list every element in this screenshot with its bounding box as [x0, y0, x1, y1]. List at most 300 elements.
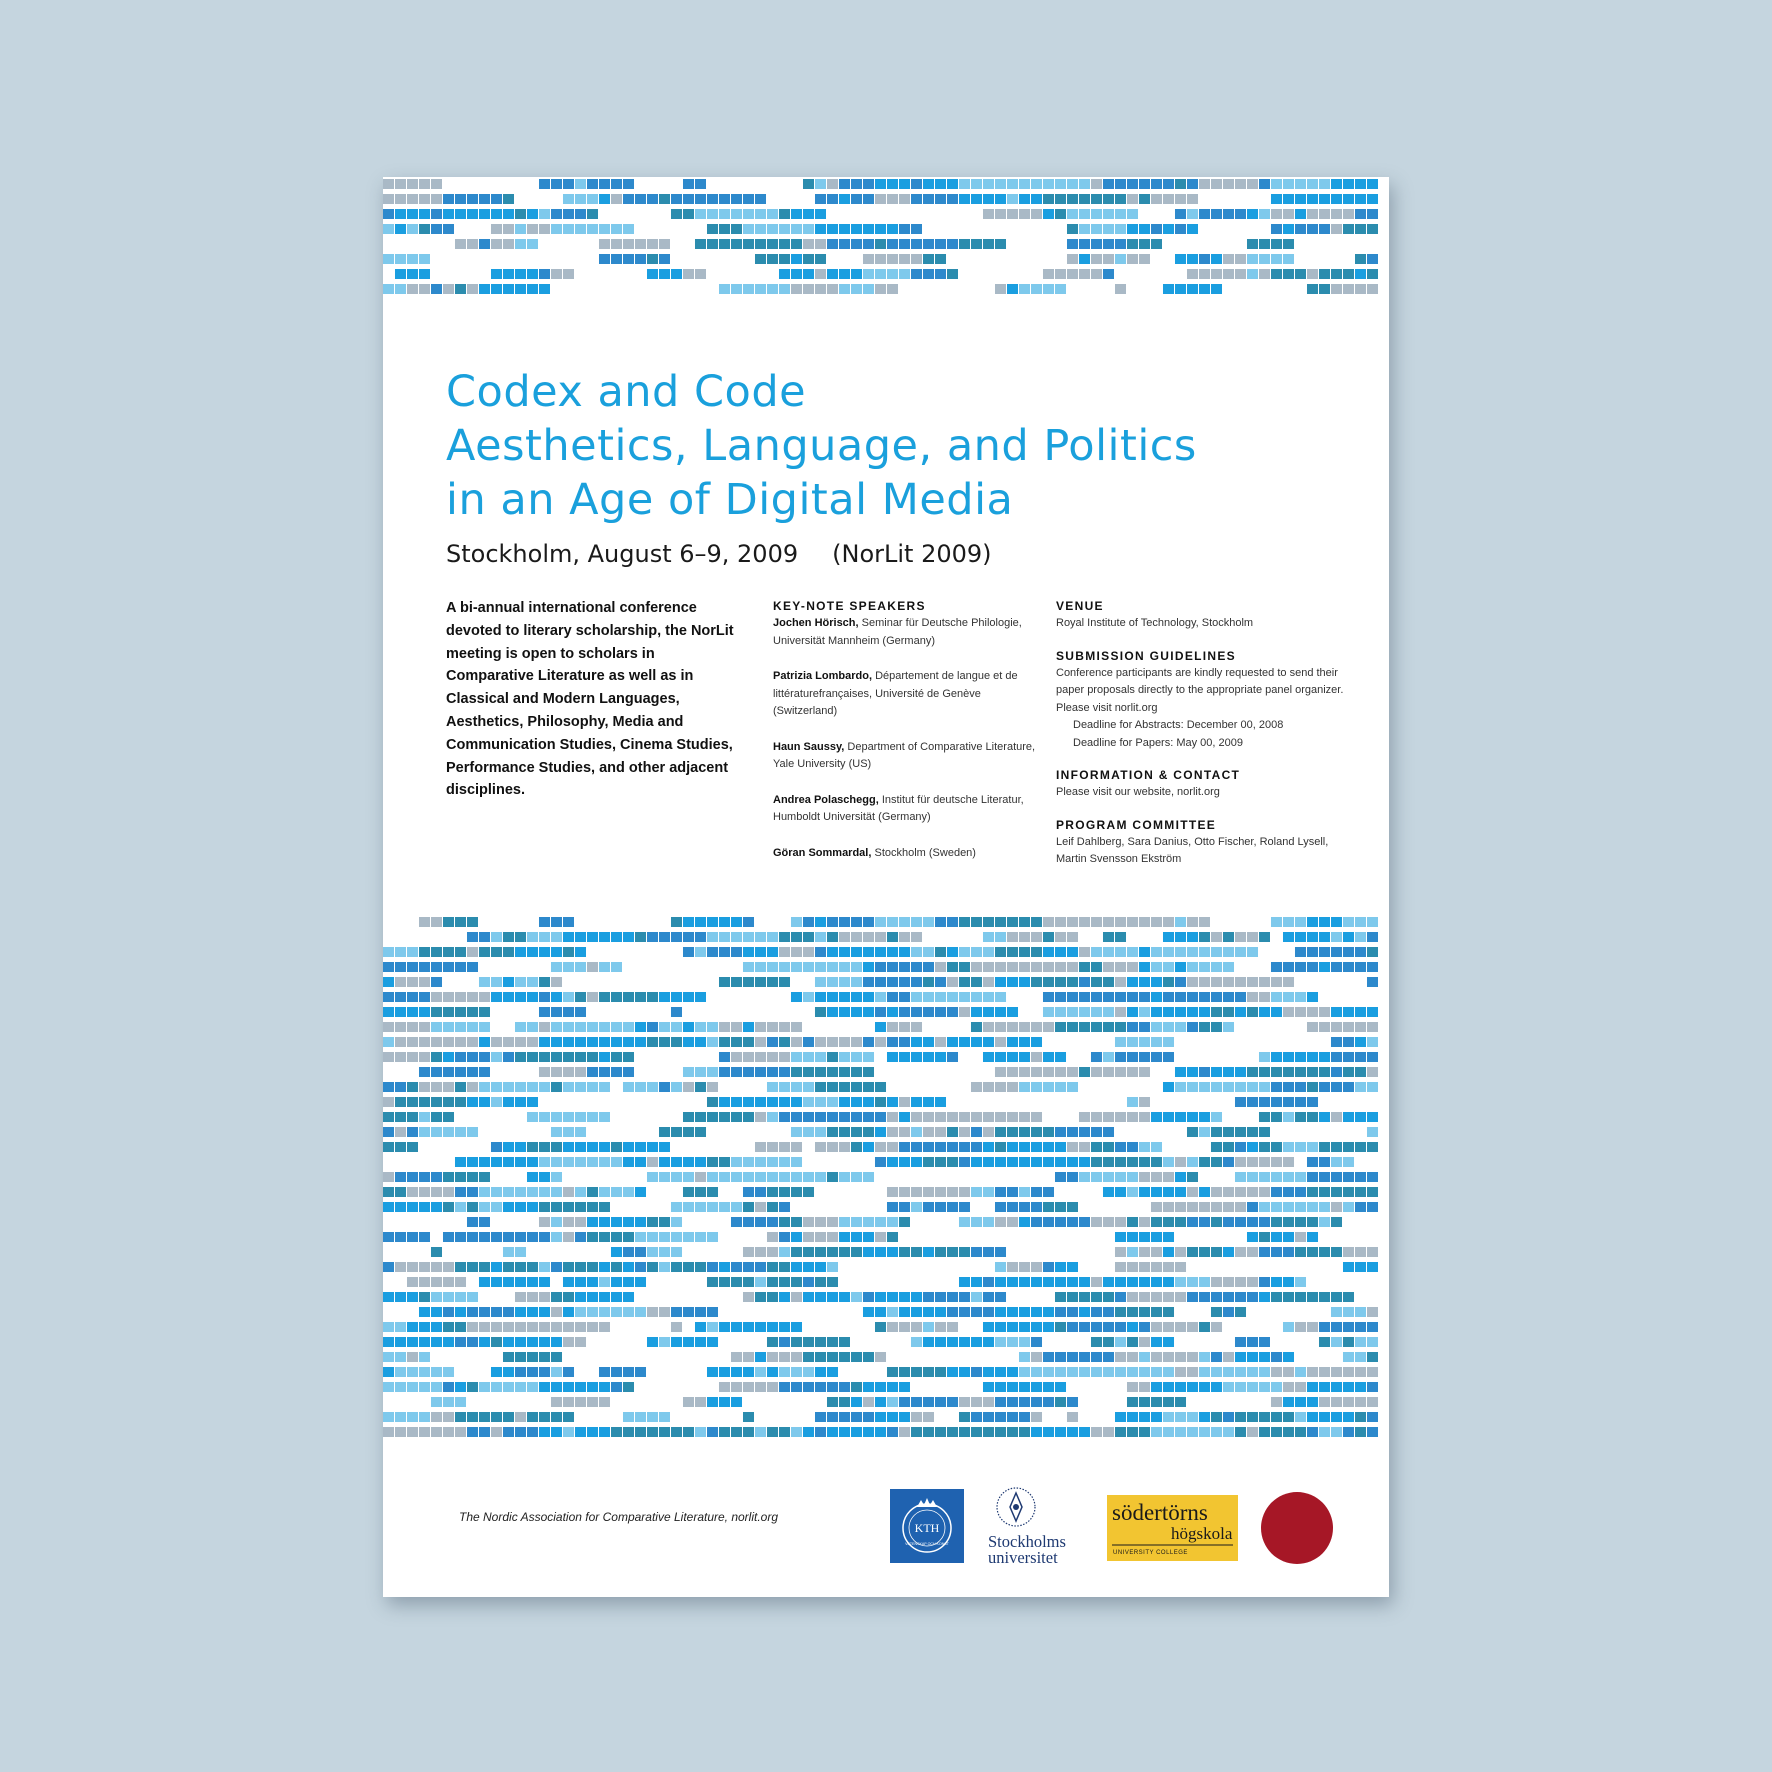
- pixel-tile: [1151, 1352, 1162, 1362]
- pixel-tile: [1163, 1322, 1174, 1332]
- pixel-tile: [479, 209, 490, 219]
- pixel-tile: [1067, 992, 1078, 1002]
- pixel-tile: [1355, 1082, 1366, 1092]
- pixel-tile: [587, 1037, 598, 1047]
- pixel-tile: [707, 1322, 718, 1332]
- pixel-tile: [551, 1157, 562, 1167]
- pixel-tile: [611, 1187, 622, 1197]
- pixel-tile: [1127, 1397, 1138, 1407]
- pixel-tile: [587, 1082, 598, 1092]
- pixel-tile: [491, 194, 502, 204]
- pixel-tile: [419, 1307, 430, 1317]
- pixel-tile: [1271, 992, 1282, 1002]
- pixel-tile: [971, 1007, 982, 1017]
- pixel-tile: [1355, 1427, 1366, 1437]
- pixel-tile: [1103, 1352, 1114, 1362]
- pixel-tile: [587, 194, 598, 204]
- pixel-tile: [971, 947, 982, 957]
- pixel-tile: [1235, 1097, 1246, 1107]
- pixel-tile: [1307, 1187, 1318, 1197]
- pixel-tile: [443, 1337, 454, 1347]
- pixel-tile: [1295, 1397, 1306, 1407]
- pixel-tile: [467, 962, 478, 972]
- pixel-tile: [1343, 209, 1354, 219]
- pixel-tile: [1223, 932, 1234, 942]
- pixel-tile: [911, 947, 922, 957]
- pixel-tile: [599, 1232, 610, 1242]
- pixel-tile: [1163, 1112, 1174, 1122]
- pixel-tile: [779, 1202, 790, 1212]
- pixel-tile: [875, 254, 886, 264]
- pixel-tile: [1163, 932, 1174, 942]
- pixel-tile: [479, 1322, 490, 1332]
- pixel-tile: [1259, 1367, 1270, 1377]
- pixel-tile: [923, 179, 934, 189]
- sh-logo-line3: UNIVERSITY COLLEGE: [1113, 1550, 1188, 1556]
- pixel-tile: [431, 947, 442, 957]
- pixel-tile: [707, 1157, 718, 1167]
- pixel-tile: [695, 992, 706, 1002]
- pixel-tile: [743, 1052, 754, 1062]
- pixel-tile: [779, 1052, 790, 1062]
- pixel-tile: [1103, 977, 1114, 987]
- pixel-tile: [923, 194, 934, 204]
- pixel-tile: [1031, 1112, 1042, 1122]
- pixel-tile: [1055, 1007, 1066, 1017]
- pixel-tile: [1175, 917, 1186, 927]
- pixel-tile: [1079, 1322, 1090, 1332]
- pixel-tile: [467, 209, 478, 219]
- pixel-tile: [791, 1172, 802, 1182]
- pixel-tile: [827, 1337, 838, 1347]
- pixel-tile: [539, 1202, 550, 1212]
- pixel-tile: [1079, 1022, 1090, 1032]
- pixel-tile: [1091, 209, 1102, 219]
- pixel-tile: [731, 1037, 742, 1047]
- pixel-tile: [1175, 1277, 1186, 1287]
- pixel-tile: [1055, 947, 1066, 957]
- pixel-tile: [1259, 977, 1270, 987]
- pixel-tile: [1007, 947, 1018, 957]
- pixel-tile: [659, 1142, 670, 1152]
- pixel-tile: [407, 1367, 418, 1377]
- pixel-tile: [515, 1352, 526, 1362]
- pixel-tile: [899, 1412, 910, 1422]
- pixel-tile: [1019, 179, 1030, 189]
- pixel-tile: [1355, 269, 1366, 279]
- pixel-tile: [1163, 1052, 1174, 1062]
- pixel-tile: [1067, 239, 1078, 249]
- pixel-tile: [935, 179, 946, 189]
- pixel-tile: [983, 1142, 994, 1152]
- pixel-tile: [1235, 1217, 1246, 1227]
- pixel-tile: [827, 1232, 838, 1242]
- pixel-tile: [839, 1247, 850, 1257]
- pixel-tile: [803, 224, 814, 234]
- pixel-tile: [563, 917, 574, 927]
- pixel-tile: [1295, 1247, 1306, 1257]
- pixel-tile: [875, 1412, 886, 1422]
- pixel-tile: [899, 1022, 910, 1032]
- pixel-tile: [911, 1397, 922, 1407]
- pixel-tile: [1055, 1157, 1066, 1167]
- pixel-tile: [527, 1172, 538, 1182]
- pixel-tile: [1151, 947, 1162, 957]
- pixel-tile: [947, 194, 958, 204]
- pixel-tile: [671, 1127, 682, 1137]
- pixel-tile: [527, 1337, 538, 1347]
- pixel-tile: [1103, 1367, 1114, 1377]
- speaker-affiliation: Department of Comparative Literature, Yale University (US): [773, 740, 1036, 770]
- pixel-tile: [875, 1382, 886, 1392]
- pixel-tile: [467, 1052, 478, 1062]
- pixel-tile: [599, 1322, 610, 1332]
- pixel-tile: [1103, 269, 1114, 279]
- pixel-tile: [1223, 992, 1234, 1002]
- pixel-tile: [1019, 1022, 1030, 1032]
- pixel-tile: [971, 1337, 982, 1347]
- pixel-tile: [887, 179, 898, 189]
- pixel-tile: [623, 1277, 634, 1287]
- pixel-tile: [587, 1427, 598, 1437]
- pixel-tile: [863, 254, 874, 264]
- pixel-tile: [791, 1187, 802, 1197]
- pixel-tile: [587, 209, 598, 219]
- pixel-tile: [863, 917, 874, 927]
- pixel-tile: [455, 1022, 466, 1032]
- pixel-tile: [839, 1052, 850, 1062]
- pixel-tile: [419, 917, 430, 927]
- pixel-tile: [1331, 284, 1342, 294]
- pixel-tile: [887, 1112, 898, 1122]
- pixel-tile: [1367, 962, 1378, 972]
- pixel-tile: [443, 1097, 454, 1107]
- pixel-tile: [455, 1412, 466, 1422]
- pixel-tile: [743, 1157, 754, 1167]
- pixel-tile: [1367, 1187, 1378, 1197]
- pixel-tile: [803, 1172, 814, 1182]
- pixel-tile: [863, 239, 874, 249]
- pixel-tile: [1259, 1172, 1270, 1182]
- pixel-tile: [791, 1322, 802, 1332]
- pixel-tile: [1187, 1217, 1198, 1227]
- pixel-tile: [1223, 1127, 1234, 1137]
- pixel-tile: [1151, 1397, 1162, 1407]
- pixel-tile: [971, 1397, 982, 1407]
- pixel-tile: [1067, 977, 1078, 987]
- pixel-tile: [839, 932, 850, 942]
- pixel-tile: [1295, 962, 1306, 972]
- pixel-tile: [1247, 179, 1258, 189]
- pixel-tile: [899, 1052, 910, 1062]
- pixel-tile: [959, 917, 970, 927]
- pixel-tile: [419, 947, 430, 957]
- pixel-tile: [551, 1082, 562, 1092]
- pixel-tile: [1319, 1217, 1330, 1227]
- pixel-tile: [599, 1292, 610, 1302]
- pixel-tile: [539, 1142, 550, 1152]
- pixel-tile: [1223, 1427, 1234, 1437]
- pixel-tile: [731, 1382, 742, 1392]
- pixel-tile: [587, 1397, 598, 1407]
- pixel-tile: [563, 1307, 574, 1317]
- pixel-tile: [1295, 992, 1306, 1002]
- pixel-tile: [1139, 917, 1150, 927]
- pixel-tile: [1331, 1367, 1342, 1377]
- pixel-tile: [719, 1097, 730, 1107]
- pixel-tile: [623, 1412, 634, 1422]
- pixel-tile: [1031, 1202, 1042, 1212]
- pixel-tile: [1259, 1232, 1270, 1242]
- pixel-tile: [1043, 1202, 1054, 1212]
- pixel-tile: [635, 1412, 646, 1422]
- pixel-tile: [827, 284, 838, 294]
- pixel-tile: [1091, 1007, 1102, 1017]
- pixel-tile: [1295, 932, 1306, 942]
- pixel-tile: [947, 1307, 958, 1317]
- pixel-tile: [1319, 1022, 1330, 1032]
- pixel-tile: [731, 1097, 742, 1107]
- pixel-tile: [407, 209, 418, 219]
- pixel-tile: [647, 1217, 658, 1227]
- pixel-tile: [539, 1187, 550, 1197]
- title-line-3: in an Age of Digital Media: [446, 475, 1014, 525]
- pixel-tile: [947, 1112, 958, 1122]
- pixel-tile: [899, 194, 910, 204]
- pixel-tile: [1091, 269, 1102, 279]
- pixel-tile: [467, 1382, 478, 1392]
- pixel-tile: [419, 1352, 430, 1362]
- pixel-tile: [779, 977, 790, 987]
- pixel-tile: [899, 992, 910, 1002]
- pixel-tile: [1079, 179, 1090, 189]
- pixel-tile: [683, 1202, 694, 1212]
- pixel-tile: [731, 1277, 742, 1287]
- pixel-tile: [635, 1367, 646, 1377]
- pixel-tile: [755, 239, 766, 249]
- pixel-tile: [419, 1127, 430, 1137]
- pixel-tile: [695, 1112, 706, 1122]
- pixel-tile: [947, 1427, 958, 1437]
- red-circle-logo: [1261, 1492, 1333, 1564]
- pixel-tile: [1055, 179, 1066, 189]
- pixel-tile: [1103, 1277, 1114, 1287]
- pixel-tile: [575, 1187, 586, 1197]
- pixel-tile: [443, 1277, 454, 1287]
- pixel-tile: [1127, 1412, 1138, 1422]
- pixel-tile: [599, 962, 610, 972]
- pixel-tile: [1067, 1412, 1078, 1422]
- pixel-tile: [1283, 1187, 1294, 1197]
- pixel-tile: [1127, 1367, 1138, 1377]
- pixel-tile: [863, 1037, 874, 1047]
- pixel-tile: [923, 239, 934, 249]
- pixel-tile: [743, 194, 754, 204]
- pixel-tile: [1355, 209, 1366, 219]
- pixel-tile: [995, 1277, 1006, 1287]
- pixel-tile: [671, 1022, 682, 1032]
- pixel-tile: [431, 1262, 442, 1272]
- pixel-tile: [1235, 1142, 1246, 1152]
- pixel-tile: [803, 1097, 814, 1107]
- pixel-tile: [1331, 1007, 1342, 1017]
- pixel-tile: [995, 1037, 1006, 1047]
- pixel-tile: [455, 1322, 466, 1332]
- pixel-tile: [767, 1052, 778, 1062]
- pixel-tile: [1091, 1292, 1102, 1302]
- pixel-tile: [1199, 977, 1210, 987]
- pixel-tile: [1355, 284, 1366, 294]
- pixel-tile: [935, 1202, 946, 1212]
- pixel-tile: [1259, 239, 1270, 249]
- pixel-tile: [959, 1292, 970, 1302]
- pixel-tile: [1259, 992, 1270, 1002]
- pixel-tile: [1343, 1307, 1354, 1317]
- pixel-tile: [719, 1397, 730, 1407]
- contact-block: [1056, 766, 1356, 802]
- pixel-tile: [575, 962, 586, 972]
- pixel-tile: [743, 1277, 754, 1287]
- pixel-tile: [383, 1352, 394, 1362]
- pixel-tile: [1043, 284, 1054, 294]
- pixel-tile: [911, 992, 922, 1002]
- pixel-tile: [395, 1382, 406, 1392]
- pixel-tile: [1367, 1067, 1378, 1077]
- pixel-tile: [695, 1202, 706, 1212]
- pixel-tile: [1139, 254, 1150, 264]
- pixel-tile: [551, 1127, 562, 1137]
- pixel-tile: [899, 1367, 910, 1377]
- pixel-tile: [1187, 1007, 1198, 1017]
- pixel-tile: [539, 1382, 550, 1392]
- pixel-tile: [1007, 977, 1018, 987]
- pixel-tile: [1223, 1217, 1234, 1227]
- pixel-tile: [875, 1142, 886, 1152]
- pixel-tile: [1367, 1352, 1378, 1362]
- pixel-tile: [947, 917, 958, 927]
- pixel-tile: [539, 932, 550, 942]
- pixel-tile: [1283, 194, 1294, 204]
- pixel-tile: [623, 1022, 634, 1032]
- pixel-tile: [947, 1202, 958, 1212]
- pixel-tile: [1127, 1037, 1138, 1047]
- pixel-tile: [1055, 1277, 1066, 1287]
- pixel-tile: [407, 1037, 418, 1047]
- poster-title: [446, 365, 1197, 527]
- pixel-tile: [827, 977, 838, 987]
- pixel-tile: [743, 947, 754, 957]
- pixel-tile: [779, 1097, 790, 1107]
- pixel-tile: [623, 1382, 634, 1392]
- pixel-tile: [479, 1277, 490, 1287]
- pixel-tile: [1295, 1217, 1306, 1227]
- pixel-tile: [767, 224, 778, 234]
- pixel-tile: [1355, 1022, 1366, 1032]
- pixel-tile: [1115, 1067, 1126, 1077]
- pixel-tile: [1055, 1127, 1066, 1137]
- pixel-tile: [1067, 1157, 1078, 1167]
- pixel-tile: [779, 1112, 790, 1122]
- pixel-tile: [1355, 254, 1366, 264]
- pixel-tile: [1223, 1292, 1234, 1302]
- pixel-tile: [1007, 1412, 1018, 1422]
- pixel-tile: [1175, 1397, 1186, 1407]
- pixel-tile: [455, 1187, 466, 1197]
- pixel-tile: [815, 1247, 826, 1257]
- pixel-tile: [1115, 1367, 1126, 1377]
- pixel-tile: [1163, 1157, 1174, 1167]
- pixel-tile: [1019, 1262, 1030, 1272]
- pixel-tile: [599, 1142, 610, 1152]
- pixel-tile: [815, 962, 826, 972]
- pixel-tile: [431, 1292, 442, 1302]
- pixel-tile: [1055, 932, 1066, 942]
- pixel-tile: [1259, 1007, 1270, 1017]
- pixel-tile: [1283, 1052, 1294, 1062]
- pixel-tile: [1295, 1052, 1306, 1062]
- pixel-tile: [791, 284, 802, 294]
- pixel-tile: [959, 1142, 970, 1152]
- speaker-affiliation: Institut für deutsche Literatur, Humboldt Universität (Germany): [773, 793, 1024, 823]
- pixel-tile: [719, 1202, 730, 1212]
- pixel-tile: [1127, 1067, 1138, 1077]
- pixel-tile: [1007, 1382, 1018, 1392]
- pixel-tile: [479, 1202, 490, 1212]
- pixel-tile: [515, 1307, 526, 1317]
- pixel-tile: [707, 1082, 718, 1092]
- pixel-tile: [1211, 1217, 1222, 1227]
- pixel-tile: [827, 1352, 838, 1362]
- pixel-tile: [1067, 224, 1078, 234]
- pixel-tile: [863, 1082, 874, 1092]
- pixel-tile: [1007, 1157, 1018, 1167]
- pixel-tile: [395, 1052, 406, 1062]
- pixel-tile: [1079, 1112, 1090, 1122]
- pixel-tile: [995, 1427, 1006, 1437]
- pixel-tile: [971, 1247, 982, 1257]
- pixel-tile: [1115, 1322, 1126, 1332]
- pixel-tile: [503, 1382, 514, 1392]
- pixel-tile: [491, 932, 502, 942]
- pixel-tile: [1211, 962, 1222, 972]
- pixel-tile: [1055, 917, 1066, 927]
- pixel-tile: [563, 269, 574, 279]
- pixel-tile: [1115, 1052, 1126, 1062]
- pixel-tile: [1103, 1322, 1114, 1332]
- pixel-tile: [455, 1232, 466, 1242]
- pixel-tile: [551, 1397, 562, 1407]
- pixel-tile: [923, 1412, 934, 1422]
- pixel-tile: [1115, 1157, 1126, 1167]
- pixel-tile: [443, 1172, 454, 1182]
- pixel-tile: [455, 1007, 466, 1017]
- pixel-tile: [1187, 1247, 1198, 1257]
- pixel-tile: [791, 1277, 802, 1287]
- pixel-tile: [1259, 1217, 1270, 1227]
- pixel-tile: [647, 1172, 658, 1182]
- pixel-tile: [491, 1307, 502, 1317]
- pixel-tile: [887, 932, 898, 942]
- pixel-tile: [1115, 932, 1126, 942]
- pixel-tile: [491, 947, 502, 957]
- pixel-tile: [1355, 1352, 1366, 1362]
- pixel-tile: [1163, 1382, 1174, 1392]
- pixel-tile: [995, 1202, 1006, 1212]
- pixel-tile: [995, 962, 1006, 972]
- pixel-tile: [551, 209, 562, 219]
- pixel-tile: [647, 1427, 658, 1437]
- pixel-tile: [1019, 1052, 1030, 1062]
